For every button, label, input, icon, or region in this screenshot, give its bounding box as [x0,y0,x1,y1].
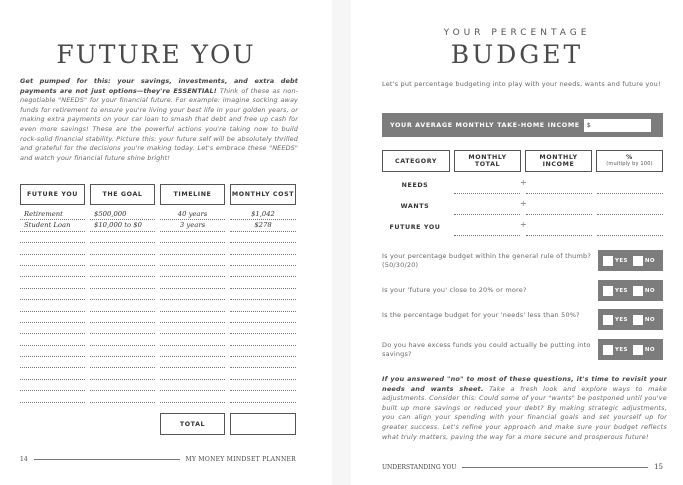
monthly-cost-cell[interactable] [230,334,296,345]
yes-label: YES [615,346,628,353]
timeline-cell[interactable] [160,380,225,391]
table-row [20,209,296,220]
header-category: CATEGORY [382,150,450,172]
table-body [20,209,296,403]
needs-income-field[interactable] [526,193,592,194]
future-total-field[interactable] [454,235,520,236]
table-row [20,300,296,311]
table-row [20,334,296,345]
question-row [382,250,663,272]
footer-rule [462,467,648,468]
wants-total-field[interactable] [454,214,520,215]
goal-cell[interactable] [90,266,155,277]
goal-cell[interactable] [90,255,155,266]
income-bar [382,113,663,137]
yes-checkbox[interactable] [603,315,613,325]
no-label: NO [644,346,655,353]
row-label-future-you: FUTURE YOU [389,224,441,231]
divide-sign: ÷ [520,199,527,208]
timeline-cell[interactable] [160,255,225,266]
table-row [20,346,296,357]
table-row [20,289,296,300]
future-you-cell[interactable] [20,323,85,334]
percent-symbol: % [626,154,633,161]
table-row [20,255,296,266]
goal-cell[interactable] [90,232,155,243]
monthly-cost-cell[interactable] [230,368,296,379]
goal-cell[interactable] [90,346,155,357]
yes-label: YES [615,287,628,294]
total-value-field[interactable] [230,413,296,435]
future-you-cell[interactable] [20,277,85,288]
timeline-cell[interactable] [160,391,225,402]
future-you-cell[interactable] [20,334,85,345]
future-you-intro [20,77,298,163]
header-future-you: FUTURE YOU [20,184,85,205]
monthly-cost-cell[interactable]: $278 [230,220,296,231]
intro-bold-text: Get pumped for this: your savings, investments, and extra debt payments are not just options—they're ESSENTIAL! [20,77,298,95]
row-label-wants: WANTS [400,203,430,210]
monthly-cost-cell[interactable] [230,243,296,254]
header-the-goal: THE GOAL [90,184,155,205]
table-row [20,323,296,334]
timeline-cell[interactable] [160,277,225,288]
yes-no-box [598,339,663,360]
future-you-cell[interactable]: Retirement [20,209,85,220]
question-row [382,280,663,302]
left-page-number: 14 [20,456,28,463]
timeline-cell[interactable] [160,312,225,323]
no-checkbox[interactable] [633,256,643,266]
income-input[interactable]: $ [584,119,651,132]
monthly-cost-cell[interactable] [230,391,296,402]
table-row [20,243,296,254]
table-row [20,312,296,323]
timeline-cell[interactable] [160,232,225,243]
monthly-cost-cell[interactable] [230,300,296,311]
question-row [382,309,663,331]
yes-checkbox[interactable] [603,286,613,296]
future-you-cell[interactable] [20,255,85,266]
right-page-number: 15 [654,463,663,471]
table-header-row [20,184,296,205]
timeline-cell[interactable] [160,266,225,277]
timeline-cell[interactable] [160,300,225,311]
header-percent [596,150,663,172]
header-monthly-total: MONTHLY TOTAL [454,150,521,172]
goal-cell[interactable] [90,277,155,288]
table-row [20,232,296,243]
needs-total-field[interactable] [454,193,520,194]
future-percent-field[interactable] [597,235,663,236]
goal-cell[interactable] [90,323,155,334]
timeline-cell[interactable]: 40 years [160,209,225,220]
monthly-cost-cell[interactable] [230,312,296,323]
goal-cell[interactable] [90,312,155,323]
timeline-cell[interactable] [160,346,225,357]
question-text: Do you have excess funds you could actually be putting into savings? [382,341,591,359]
row-label-needs: NEEDS [401,182,429,189]
table-row [20,220,296,231]
future-you-cell[interactable] [20,380,85,391]
yes-label: YES [615,257,628,264]
budget-title: BUDGET [450,40,584,69]
table-row [20,391,296,402]
question-text: Is your 'future you' close to 20% or more? [382,286,527,294]
wants-percent-field[interactable] [597,214,663,215]
no-label: NO [644,287,655,294]
table-row [20,277,296,288]
header-monthly-cost: MONTHLY COST [230,184,296,205]
divide-sign: ÷ [520,220,527,229]
future-you-cell[interactable] [20,368,85,379]
timeline-cell[interactable] [160,243,225,254]
goal-cell[interactable] [90,391,155,402]
future-income-field[interactable] [526,235,592,236]
monthly-cost-cell[interactable] [230,380,296,391]
future-you-cell[interactable] [20,232,85,243]
no-checkbox[interactable] [633,286,643,296]
outro-bold-text: If you answered "no" to most of these questions, it's time to revisit your needs and wants sheet. [382,375,667,393]
goal-cell[interactable] [90,289,155,300]
future-you-cell[interactable] [20,266,85,277]
book-gutter [332,0,351,485]
monthly-cost-cell[interactable] [230,255,296,266]
right-footer [382,463,663,471]
outro-body-text: Take a fresh look and explore ways to make adjustments. Consider this: Could some of your "wants" be postponed until you've built up more savings or reduced your debt? By making strategic adjustments, you can align your spending with your financial goals and set yourself up for greater success. Let's refine your approach and make sure your budget reflects what truly matters, paving the way for a more secure and prosperous future! [382,384,667,441]
yes-no-box [598,309,663,330]
budget-row-future-you [382,222,663,236]
future-you-cell[interactable] [20,300,85,311]
table-row [20,368,296,379]
question-text: Is your percentage budget within the general rule of thumb? (50/30/20) [382,252,592,270]
table-row [20,266,296,277]
yes-checkbox[interactable] [603,345,613,355]
goal-cell[interactable] [90,243,155,254]
budget-row-wants [382,201,663,215]
yes-no-box [598,250,663,271]
income-label: YOUR AVERAGE MONTHLY TAKE-HOME INCOME [390,121,580,129]
monthly-cost-cell[interactable]: $1,042 [230,209,296,220]
percent-note: (multiply by 100) [606,161,653,167]
divide-sign: ÷ [520,178,527,187]
timeline-cell[interactable] [160,368,225,379]
timeline-cell[interactable]: 3 years [160,220,225,231]
future-you-cell[interactable] [20,312,85,323]
header-monthly-income: MONTHLY INCOME [525,150,592,172]
section-name: UNDERSTANDING YOU [382,463,457,471]
no-label: NO [644,316,655,323]
monthly-cost-cell[interactable] [230,323,296,334]
goal-cell[interactable] [90,357,155,368]
needs-percent-field[interactable] [597,193,663,194]
goal-cell[interactable] [90,368,155,379]
table-row [20,357,296,368]
monthly-cost-cell[interactable] [230,277,296,288]
goal-cell[interactable] [90,334,155,345]
future-you-cell[interactable] [20,391,85,402]
goal-cell[interactable]: $500,000 [90,209,155,220]
no-label: NO [644,257,655,264]
question-text: Is the percentage budget for your 'needs' less than 50%? [382,311,580,319]
monthly-cost-cell[interactable] [230,266,296,277]
future-you-title: FUTURE YOU [56,40,256,69]
budget-outro [382,375,667,442]
future-you-cell[interactable]: Student Loan [20,220,85,231]
future-you-cell[interactable] [20,243,85,254]
budget-intro: Let's put percentage budgeting into play with your needs, wants and future you! [382,80,661,88]
no-checkbox[interactable] [633,345,643,355]
future-you-cell[interactable] [20,357,85,368]
timeline-cell[interactable] [160,289,225,300]
monthly-cost-cell[interactable] [230,357,296,368]
question-row [382,339,663,361]
monthly-cost-cell[interactable] [230,346,296,357]
yes-no-box [598,280,663,301]
future-you-table [20,184,296,403]
timeline-cell[interactable] [160,357,225,368]
goal-cell[interactable] [90,380,155,391]
goal-cell[interactable]: $10,000 to $0 [90,220,155,231]
timeline-cell[interactable] [160,334,225,345]
future-you-cell[interactable] [20,289,85,300]
left-footer [20,456,296,463]
book-title: MY MONEY MINDSET PLANNER [185,456,296,463]
wants-income-field[interactable] [526,214,592,215]
monthly-cost-cell[interactable] [230,232,296,243]
budget-kicker: YOUR PERCENTAGE [443,28,591,38]
timeline-cell[interactable] [160,323,225,334]
goal-cell[interactable] [90,300,155,311]
no-checkbox[interactable] [633,315,643,325]
monthly-cost-cell[interactable] [230,289,296,300]
footer-rule [34,459,180,460]
yes-checkbox[interactable] [603,256,613,266]
future-you-cell[interactable] [20,346,85,357]
header-timeline: TIMELINE [160,184,225,205]
intro-body-text: Think of these as non-negotiable "NEEDS" for your financial future. For example: imagine socking away funds for retirement to ensure you're living your best life in your golden years, or making extra payments on your car loan to smash that debt and free up cash for even more savings! These are the powerful actions you're taking now to build rock-solid financial stability. Picture this: your future self will be absolutely thrilled and grateful for the decisions you're making today. Let's embrace these "NEEDS" and watch your financial future shine bright! [20,86,298,162]
yes-label: YES [615,316,628,323]
budget-row-needs [382,180,663,194]
total-label: TOTAL [160,413,225,435]
table-row [20,380,296,391]
